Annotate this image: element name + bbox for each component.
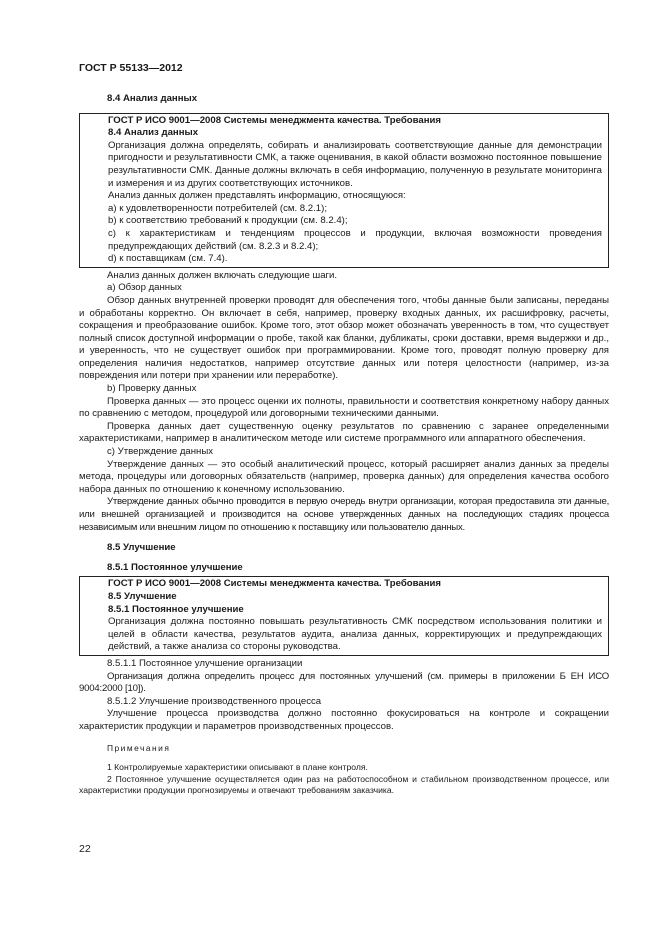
quote-paragraph: Организация должна определять, собирать и анализировать соответствующие данные для демонстрации пригодности и результативности СМК, а также оценивания, в какой области возможно постоянное повышение результативности СМК. Данные должны включать в себя информацию, полученную в результате мониторинга и измерения и из других соответствующих источников. — [108, 139, 602, 189]
quote-list-item: d) к поставщикам (см. 7.4). — [108, 253, 228, 265]
paragraph: Обзор данных внутренней проверки проводят для обеспечения того, чтобы данные были записаны, переданы и обработаны корректно. Он включает в себя, например, проверку входных данных, их расшифровку, расчеты, сокращения и преобразование ошибок. Кроме того, этот обзор может обозначать уверенность в том, что существует полный список доступной информации о пробе, такой как бланки, дубликаты, сроки доставки, время выдержки и др., и уверенность, что не существует ошибок при программировании. Кроме того, проводят полную проверку для определения наличия недостатков, например отсутствие данных или потеря целостности (например, из-за повреждения или потери при хранении или переработке). — [79, 294, 609, 382]
clause-title: 8.5.1.2 Улучшение производственного процесса — [107, 695, 322, 707]
step-title: b) Проверку данных — [107, 383, 197, 395]
step-title: с) Утверждение данных — [107, 446, 214, 458]
quote-paragraph: Организация должна постоянно повышать результативность СМК посредством использования политики и целей в области качества, результатов аудита, анализа данных, корректирующих и предупреждающих действий, а также анализа со стороны руководства. — [108, 616, 602, 653]
quote-list-item: а) к удовлетворенности потребителей (см. 8.2.1); — [108, 202, 328, 214]
page-number: 22 — [79, 843, 91, 855]
subsection-heading-8-5-1: 8.5.1 Постоянное улучшение — [107, 561, 243, 573]
note-2: 2 Постоянное улучшение осуществляется один раз на работоспособном и стабильном производственном процессе, или характеристики продукции прогнозируемы и отвечают требованиям заказчика. — [79, 773, 609, 796]
quote-list-item: b) к соответствию требований к продукции (см. 8.2.4); — [108, 215, 348, 227]
step-title: а) Обзор данных — [107, 282, 182, 294]
paragraph: Проверка данных — это процесс оценки их полноты, правильности и соответствия конкретному набору данных по сравнению с методом, процедурой или договорными техническими данными. — [79, 395, 609, 420]
quote-subheading: 8.5.1 Постоянное улучшение — [108, 603, 244, 615]
clause-title: 8.5.1.1 Постоянное улучшение организации — [107, 657, 303, 669]
paragraph: Анализ данных должен включать следующие шаги. — [107, 269, 338, 281]
paragraph: Утверждение данных — это особый аналитический процесс, который расширяет анализ данных за пределы метода, процедуры или договорных обязательств (например, проверка данных) для определения качества особого набора данных по отношению к конечному использованию. — [79, 458, 609, 495]
quote-list-item: с) к характеристикам и тенденциям процессов и продукции, включая возможности проведения предупреждающих действий (см. 8.2.3 и 8.2.4); — [108, 227, 602, 252]
section-heading-8-5: 8.5 Улучшение — [107, 542, 176, 554]
quote-paragraph: Анализ данных должен представлять информацию, относящуюся: — [108, 190, 406, 202]
note-1: 1 Контролируемые характеристики описывают в плане контроля. — [107, 762, 368, 773]
quote-box-8-5 — [79, 576, 609, 656]
document-header: ГОСТ Р 55133—2012 — [79, 62, 183, 74]
quote-ref: ГОСТ Р ИСО 9001—2008 Системы менеджмента качества. Требования — [108, 578, 442, 590]
quote-ref: ГОСТ Р ИСО 9001—2008 Системы менеджмента качества. Требования — [108, 114, 442, 126]
quote-box-8-4 — [79, 113, 609, 268]
content — [79, 93, 609, 797]
paragraph: Утверждение данных обычно проводится в первую очередь внутри организации, которая предоставила эти данные, или внешней организацией и производится на основе утвержденных данных на последующих стадиях процесса независимым или внешним лицом по отношению к поставщику или пользователю данных. — [79, 496, 609, 533]
paragraph: Организация должна определить процесс для постоянных улучшений (см. примеры в приложении Б ЕН ИСО 9004:2000 [10]). — [79, 670, 609, 695]
paragraph: Проверка данных дает существенную оценку результатов по сравнению с заранее определенными характеристиками, например в аналитическом методе или системе программного или аппаратного обеспечения. — [79, 420, 609, 445]
quote-subheading: 8.4 Анализ данных — [108, 127, 199, 139]
section-heading-8-4: 8.4 Анализ данных — [107, 93, 198, 104]
quote-subheading: 8.5 Улучшение — [108, 590, 177, 602]
notes-title: Примечания — [107, 742, 171, 753]
paragraph: Улучшение процесса производства должно постоянно фокусироваться на контроле и сокращении характеристик продукции и параметров производственных процессов. — [79, 708, 609, 732]
